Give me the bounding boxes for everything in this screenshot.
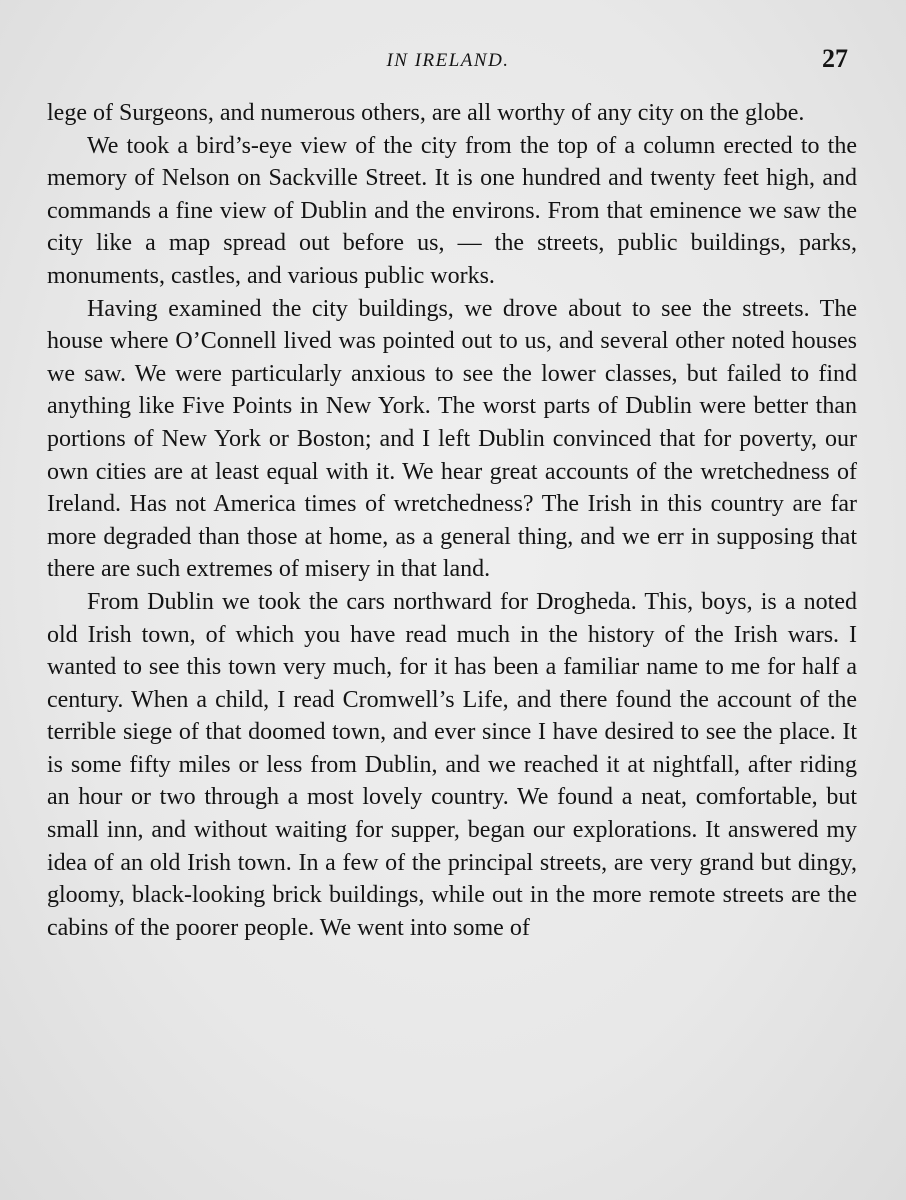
running-head xyxy=(48,44,848,78)
body-text xyxy=(47,97,857,944)
page-number: 27 xyxy=(822,44,848,73)
paragraph-continuation: lege of Surgeons, and numerous others, are all worthy of any city on the globe. xyxy=(47,100,805,126)
paragraph-dublin-streets: Having examined the city buildings, we drove about to see the streets. The house where O’Connell lived was pointed out to us, and several other noted houses we saw. We were particularly anxious to see the lower classes, but failed to find anything like Five Points in New York. The worst parts of Dublin were better than portions of New York or Boston; and I left Dublin convinced that for poverty, our own cities are at least equal with it. We hear great accounts of the wretchedness of Ireland. Has not America times of wretchedness? The Irish in this country are far more degraded than those at home, as a general thing, and we err in supposing that there are such extremes of misery in that land. xyxy=(47,295,857,583)
paragraph-nelson-column: We took a bird’s-eye view of the city from the top of a column erected to the memory of Nelson on Sackville Street. It is one hundred and twenty feet high, and commands a fine view of Dublin and the environs. From that eminence we saw the city like a map spread out before us, — the streets, public buildings, parks, monuments, castles, and various public works. xyxy=(47,132,857,289)
running-head-title: IN IRELAND. xyxy=(386,50,510,71)
paragraph-drogheda: From Dublin we took the cars northward for Drogheda. This, boys, is a noted old Irish town, of which you have read much in the history of the Irish wars. I wanted to see this town very much, for it has been a familiar name to me for half a century. When a child, I read Cromwell’s Life, and there found the account of the terrible siege of that doomed town, and ever since I have desired to see the place. It is some fifty miles or less from Dublin, and we reached it at nightfall, after riding an hour or two through a most lovely country. We found a neat, comfortable, but small inn, and without waiting for supper, began our explorations. It answered my idea of an old Irish town. In a few of the principal streets, are very grand but dingy, gloomy, black-looking brick buildings, while out in the more remote streets are the cabins of the poorer people. We went into some of xyxy=(47,588,857,941)
